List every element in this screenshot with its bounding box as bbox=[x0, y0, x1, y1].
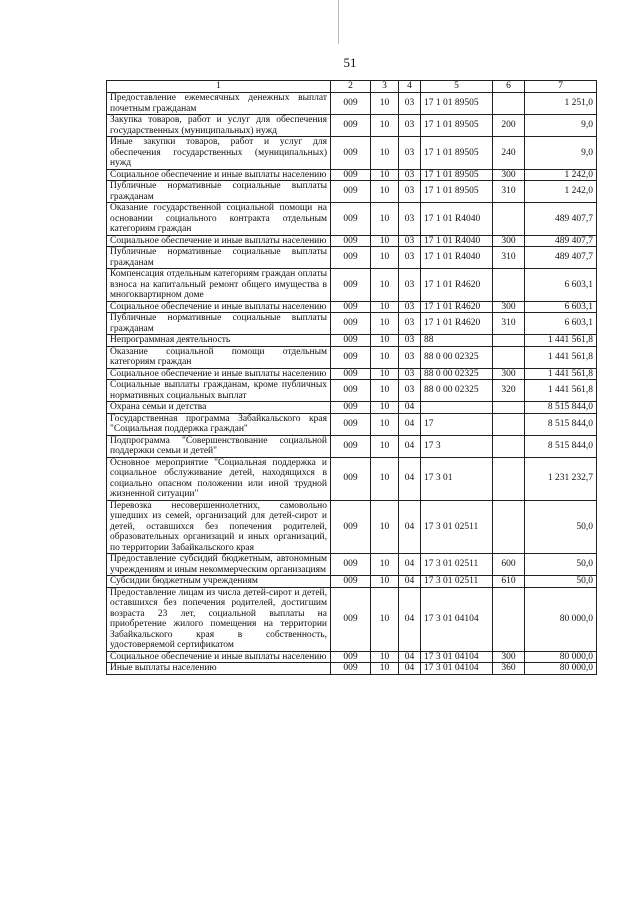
row-csr-cell: 17 3 01 04104 bbox=[421, 587, 493, 651]
table-row bbox=[107, 313, 597, 335]
row-csr-cell: 88 bbox=[421, 335, 493, 347]
row-gr-cell: 009 bbox=[331, 402, 371, 414]
row-rz-cell: 10 bbox=[371, 247, 399, 269]
table-row bbox=[107, 235, 597, 247]
row-pr-cell: 04 bbox=[399, 554, 421, 576]
row-csr-cell: 17 3 01 02511 bbox=[421, 500, 493, 554]
row-pr-cell: 03 bbox=[399, 247, 421, 269]
table-row bbox=[107, 554, 597, 576]
row-csr-cell: 17 3 bbox=[421, 435, 493, 457]
row-sum-cell: 1 242,0 bbox=[525, 181, 597, 203]
row-vr-cell: 600 bbox=[493, 554, 525, 576]
row-pr-cell: 03 bbox=[399, 115, 421, 137]
header-row bbox=[107, 81, 597, 93]
table-row bbox=[107, 203, 597, 236]
row-vr-cell: 300 bbox=[493, 235, 525, 247]
row-sum-cell: 1 231 232,7 bbox=[525, 457, 597, 500]
row-sum-cell: 1 441 561,8 bbox=[525, 335, 597, 347]
row-csr-cell: 17 1 01 R4040 bbox=[421, 203, 493, 236]
row-name-cell: Публичные нормативные социальные выплаты гражданам bbox=[107, 313, 331, 335]
row-pr-cell: 04 bbox=[399, 651, 421, 663]
row-csr-cell: 17 3 01 04104 bbox=[421, 663, 493, 675]
row-pr-cell: 04 bbox=[399, 402, 421, 414]
row-sum-cell: 1 441 561,8 bbox=[525, 380, 597, 402]
row-gr-cell: 009 bbox=[331, 435, 371, 457]
row-gr-cell: 009 bbox=[331, 368, 371, 380]
row-name-cell: Публичные нормативные социальные выплаты гражданам bbox=[107, 181, 331, 203]
row-name-cell: Иные закупки товаров, работ и услуг для обеспечения государственных (муниципальных) нужд bbox=[107, 137, 331, 170]
row-rz-cell: 10 bbox=[371, 457, 399, 500]
budget-table bbox=[106, 80, 597, 675]
row-name-cell: Непрограммная деятельность bbox=[107, 335, 331, 347]
row-rz-cell: 10 bbox=[371, 346, 399, 368]
row-vr-cell bbox=[493, 93, 525, 115]
row-csr-cell: 17 1 01 R4040 bbox=[421, 235, 493, 247]
row-gr-cell: 009 bbox=[331, 115, 371, 137]
row-rz-cell: 10 bbox=[371, 235, 399, 247]
row-rz-cell: 10 bbox=[371, 576, 399, 588]
row-csr-cell: 88 0 00 02325 bbox=[421, 368, 493, 380]
row-rz-cell: 10 bbox=[371, 368, 399, 380]
row-name-cell: Перевозка несовершеннолетних, самовольно ушедших из семей, организаций для детей-сирот и детей, оставшихся без попечения родителей, образовательных организаций и иных организаций, по территории Забайкальского края bbox=[107, 500, 331, 554]
row-sum-cell: 80 000,0 bbox=[525, 663, 597, 675]
row-rz-cell: 10 bbox=[371, 115, 399, 137]
row-gr-cell: 009 bbox=[331, 301, 371, 313]
row-pr-cell: 03 bbox=[399, 335, 421, 347]
row-sum-cell: 9,0 bbox=[525, 115, 597, 137]
row-rz-cell: 10 bbox=[371, 500, 399, 554]
row-pr-cell: 03 bbox=[399, 203, 421, 236]
row-csr-cell bbox=[421, 402, 493, 414]
row-name-cell: Иные выплаты населению bbox=[107, 663, 331, 675]
row-pr-cell: 03 bbox=[399, 269, 421, 302]
table-row bbox=[107, 181, 597, 203]
row-name-cell: Оказание государственной социальной помощи на основании социального контракта отдельным категориям граждан bbox=[107, 203, 331, 236]
row-csr-cell: 17 1 01 R4620 bbox=[421, 269, 493, 302]
row-gr-cell: 009 bbox=[331, 181, 371, 203]
row-vr-cell bbox=[493, 335, 525, 347]
row-sum-cell: 8 515 844,0 bbox=[525, 402, 597, 414]
table-row bbox=[107, 247, 597, 269]
row-sum-cell: 9,0 bbox=[525, 137, 597, 170]
row-csr-cell: 17 3 01 02511 bbox=[421, 576, 493, 588]
row-name-cell: Государственная программа Забайкальского края "Социальная поддержка граждан" bbox=[107, 413, 331, 435]
row-vr-cell bbox=[493, 413, 525, 435]
row-csr-cell: 88 0 00 02325 bbox=[421, 346, 493, 368]
row-name-cell: Предоставление лицам из числа детей-сирот и детей, оставшихся без попечения родителей, достигшим возраста 23 лет, социальной выплаты на приобретение жилого помещения на территории Забайкальского края в собственность, удостоверяемой сертификатом bbox=[107, 587, 331, 651]
table-row bbox=[107, 93, 597, 115]
row-vr-cell bbox=[493, 587, 525, 651]
row-rz-cell: 10 bbox=[371, 93, 399, 115]
row-sum-cell: 1 441 561,8 bbox=[525, 346, 597, 368]
row-sum-cell: 6 603,1 bbox=[525, 301, 597, 313]
row-csr-cell: 17 3 01 bbox=[421, 457, 493, 500]
column-header: 2 bbox=[331, 81, 371, 93]
row-csr-cell: 17 1 01 R4620 bbox=[421, 313, 493, 335]
row-rz-cell: 10 bbox=[371, 413, 399, 435]
column-header: 4 bbox=[399, 81, 421, 93]
row-rz-cell: 10 bbox=[371, 137, 399, 170]
row-gr-cell: 009 bbox=[331, 413, 371, 435]
row-vr-cell: 300 bbox=[493, 368, 525, 380]
row-gr-cell: 009 bbox=[331, 313, 371, 335]
row-rz-cell: 10 bbox=[371, 335, 399, 347]
row-sum-cell: 50,0 bbox=[525, 554, 597, 576]
table-row bbox=[107, 380, 597, 402]
row-csr-cell: 17 1 01 89505 bbox=[421, 93, 493, 115]
row-vr-cell: 200 bbox=[493, 115, 525, 137]
row-csr-cell: 17 3 01 04104 bbox=[421, 651, 493, 663]
row-rz-cell: 10 bbox=[371, 587, 399, 651]
row-name-cell: Социальные выплаты гражданам, кроме публичных нормативных социальных выплат bbox=[107, 380, 331, 402]
row-name-cell: Закупка товаров, работ и услуг для обеспечения государственных (муниципальных) нужд bbox=[107, 115, 331, 137]
row-pr-cell: 04 bbox=[399, 457, 421, 500]
row-sum-cell: 8 515 844,0 bbox=[525, 413, 597, 435]
row-gr-cell: 009 bbox=[331, 269, 371, 302]
row-name-cell: Социальное обеспечение и иные выплаты населению bbox=[107, 301, 331, 313]
row-pr-cell: 03 bbox=[399, 346, 421, 368]
row-pr-cell: 03 bbox=[399, 301, 421, 313]
row-csr-cell: 17 1 01 89505 bbox=[421, 137, 493, 170]
row-vr-cell: 300 bbox=[493, 301, 525, 313]
column-header: 3 bbox=[371, 81, 399, 93]
table-row bbox=[107, 335, 597, 347]
row-vr-cell bbox=[493, 346, 525, 368]
row-pr-cell: 03 bbox=[399, 93, 421, 115]
row-pr-cell: 03 bbox=[399, 137, 421, 170]
row-rz-cell: 10 bbox=[371, 301, 399, 313]
column-header: 6 bbox=[493, 81, 525, 93]
row-csr-cell: 17 1 01 89505 bbox=[421, 181, 493, 203]
table-row bbox=[107, 435, 597, 457]
row-gr-cell: 009 bbox=[331, 651, 371, 663]
row-pr-cell: 03 bbox=[399, 235, 421, 247]
table-row bbox=[107, 576, 597, 588]
row-rz-cell: 10 bbox=[371, 435, 399, 457]
row-vr-cell bbox=[493, 402, 525, 414]
row-name-cell: Социальное обеспечение и иные выплаты населению bbox=[107, 235, 331, 247]
row-gr-cell: 009 bbox=[331, 137, 371, 170]
row-rz-cell: 10 bbox=[371, 169, 399, 181]
row-gr-cell: 009 bbox=[331, 457, 371, 500]
row-csr-cell: 17 1 01 89505 bbox=[421, 169, 493, 181]
row-rz-cell: 10 bbox=[371, 181, 399, 203]
row-rz-cell: 10 bbox=[371, 380, 399, 402]
table-row bbox=[107, 115, 597, 137]
row-csr-cell: 17 bbox=[421, 413, 493, 435]
row-vr-cell: 360 bbox=[493, 663, 525, 675]
row-sum-cell: 50,0 bbox=[525, 500, 597, 554]
row-name-cell: Публичные нормативные социальные выплаты гражданам bbox=[107, 247, 331, 269]
row-pr-cell: 04 bbox=[399, 587, 421, 651]
row-csr-cell: 88 0 00 02325 bbox=[421, 380, 493, 402]
row-name-cell: Подпрограмма "Совершенствование социальной поддержки семьи и детей" bbox=[107, 435, 331, 457]
row-vr-cell bbox=[493, 500, 525, 554]
row-sum-cell: 489 407,7 bbox=[525, 235, 597, 247]
row-gr-cell: 009 bbox=[331, 663, 371, 675]
row-pr-cell: 04 bbox=[399, 500, 421, 554]
row-gr-cell: 009 bbox=[331, 247, 371, 269]
row-gr-cell: 009 bbox=[331, 346, 371, 368]
row-sum-cell: 8 515 844,0 bbox=[525, 435, 597, 457]
row-name-cell: Предоставление ежемесячных денежных выплат почетным гражданам bbox=[107, 93, 331, 115]
table-row bbox=[107, 413, 597, 435]
row-gr-cell: 009 bbox=[331, 335, 371, 347]
row-pr-cell: 04 bbox=[399, 413, 421, 435]
table-row bbox=[107, 346, 597, 368]
table-row bbox=[107, 663, 597, 675]
row-sum-cell: 1 441 561,8 bbox=[525, 368, 597, 380]
row-rz-cell: 10 bbox=[371, 203, 399, 236]
table-row bbox=[107, 137, 597, 170]
row-pr-cell: 03 bbox=[399, 313, 421, 335]
row-gr-cell: 009 bbox=[331, 380, 371, 402]
table-row bbox=[107, 269, 597, 302]
row-vr-cell: 310 bbox=[493, 181, 525, 203]
row-pr-cell: 04 bbox=[399, 663, 421, 675]
row-sum-cell: 50,0 bbox=[525, 576, 597, 588]
row-gr-cell: 009 bbox=[331, 587, 371, 651]
table-row bbox=[107, 301, 597, 313]
row-sum-cell: 80 000,0 bbox=[525, 651, 597, 663]
row-name-cell: Предоставление субсидий бюджетным, автономным учреждениям и иным некоммерческим организациям bbox=[107, 554, 331, 576]
row-pr-cell: 03 bbox=[399, 181, 421, 203]
row-gr-cell: 009 bbox=[331, 169, 371, 181]
row-pr-cell: 04 bbox=[399, 435, 421, 457]
row-sum-cell: 489 407,7 bbox=[525, 247, 597, 269]
row-gr-cell: 009 bbox=[331, 576, 371, 588]
column-header: 5 bbox=[421, 81, 493, 93]
table-row bbox=[107, 651, 597, 663]
row-gr-cell: 009 bbox=[331, 554, 371, 576]
row-name-cell: Компенсация отдельным категориям граждан оплаты взноса на капитальный ремонт общего имущества в многоквартирном доме bbox=[107, 269, 331, 302]
row-sum-cell: 1 242,0 bbox=[525, 169, 597, 181]
row-rz-cell: 10 bbox=[371, 269, 399, 302]
row-rz-cell: 10 bbox=[371, 651, 399, 663]
table-body bbox=[107, 93, 597, 675]
row-name-cell: Социальное обеспечение и иные выплаты населению bbox=[107, 368, 331, 380]
row-name-cell: Субсидии бюджетным учреждениям bbox=[107, 576, 331, 588]
table-row bbox=[107, 402, 597, 414]
row-csr-cell: 17 1 01 89505 bbox=[421, 115, 493, 137]
row-name-cell: Социальное обеспечение и иные выплаты населению bbox=[107, 651, 331, 663]
column-header: 7 bbox=[525, 81, 597, 93]
row-vr-cell: 320 bbox=[493, 380, 525, 402]
row-rz-cell: 10 bbox=[371, 663, 399, 675]
row-pr-cell: 03 bbox=[399, 380, 421, 402]
row-vr-cell bbox=[493, 457, 525, 500]
row-name-cell: Социальное обеспечение и иные выплаты населению bbox=[107, 169, 331, 181]
row-name-cell: Оказание социальной помощи отдельным категориям граждан bbox=[107, 346, 331, 368]
row-name-cell: Охрана семьи и детства bbox=[107, 402, 331, 414]
row-sum-cell: 6 603,1 bbox=[525, 269, 597, 302]
row-csr-cell: 17 3 01 02511 bbox=[421, 554, 493, 576]
row-vr-cell bbox=[493, 203, 525, 236]
row-vr-cell: 300 bbox=[493, 651, 525, 663]
row-vr-cell: 310 bbox=[493, 247, 525, 269]
page-number: 51 bbox=[343, 55, 357, 70]
table-row bbox=[107, 500, 597, 554]
row-gr-cell: 009 bbox=[331, 235, 371, 247]
row-sum-cell: 489 407,7 bbox=[525, 203, 597, 236]
row-sum-cell: 1 251,0 bbox=[525, 93, 597, 115]
column-header: 1 bbox=[107, 81, 331, 93]
row-name-cell: Основное мероприятие "Социальная поддержка и социальное обслуживание детей, находящихся в социально опасном положении или иной трудной жизненной ситуации" bbox=[107, 457, 331, 500]
row-gr-cell: 009 bbox=[331, 500, 371, 554]
table-row bbox=[107, 587, 597, 651]
row-vr-cell: 300 bbox=[493, 169, 525, 181]
row-pr-cell: 04 bbox=[399, 576, 421, 588]
row-csr-cell: 17 1 01 R4620 bbox=[421, 301, 493, 313]
row-vr-cell bbox=[493, 435, 525, 457]
row-rz-cell: 10 bbox=[371, 402, 399, 414]
row-vr-cell: 240 bbox=[493, 137, 525, 170]
row-rz-cell: 10 bbox=[371, 554, 399, 576]
table-row bbox=[107, 169, 597, 181]
row-vr-cell: 610 bbox=[493, 576, 525, 588]
row-pr-cell: 03 bbox=[399, 368, 421, 380]
row-vr-cell bbox=[493, 269, 525, 302]
row-rz-cell: 10 bbox=[371, 313, 399, 335]
scan-mark bbox=[338, 0, 339, 44]
table-row bbox=[107, 457, 597, 500]
row-csr-cell: 17 1 01 R4040 bbox=[421, 247, 493, 269]
row-gr-cell: 009 bbox=[331, 203, 371, 236]
row-sum-cell: 80 000,0 bbox=[525, 587, 597, 651]
row-vr-cell: 310 bbox=[493, 313, 525, 335]
row-gr-cell: 009 bbox=[331, 93, 371, 115]
row-pr-cell: 03 bbox=[399, 169, 421, 181]
table-row bbox=[107, 368, 597, 380]
row-sum-cell: 6 603,1 bbox=[525, 313, 597, 335]
